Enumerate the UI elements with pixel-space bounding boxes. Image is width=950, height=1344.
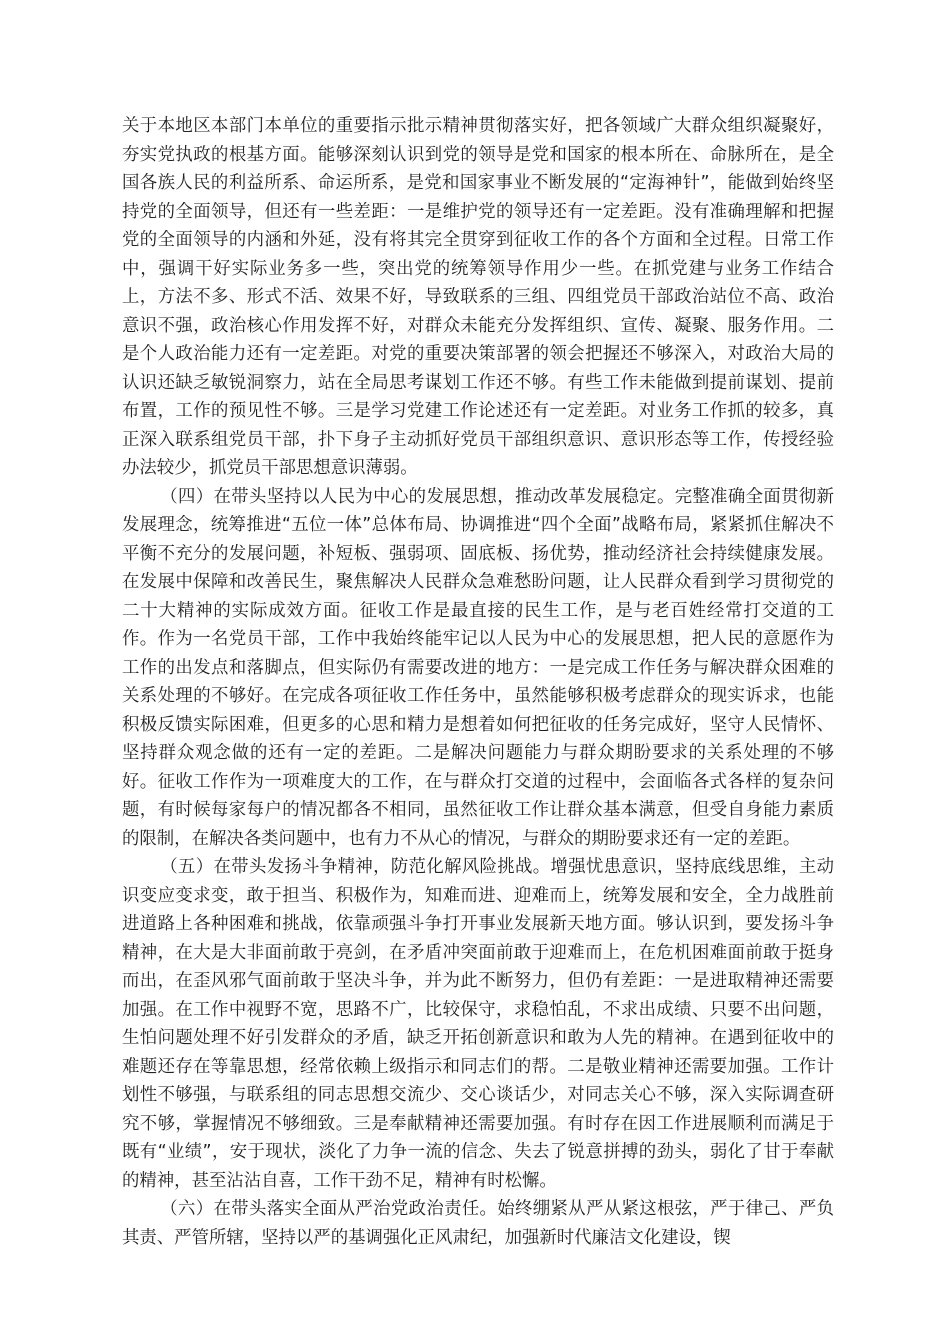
paragraph-section-five: （五）在带头发扬斗争精神，防范化解风险挑战。增强忧患意识，坚持底线思维，主动识变应变求变，敢于担当、积极作为，知难而进、迎难而上，统筹发展和安全，全力战胜前进道路上各种困难和挑战，依靠顽强斗争打开事业发展新天地方面。够认识到，要发扬斗争精神，在大是大非面前敢于亮剑，在矛盾冲突面前敢于迎难而上，在危机困难面前敢于挺身而出，在歪风邪气面前敢于坚决斗争，并为此不断努力，但仍有差距：一是进取精神还需要加强。在工作中视野不宽，思路不广，比较保守，求稳怕乱，不求出成绩、只要不出问题，生怕问题处理不好引发群众的矛盾，缺乏开拓创新意识和敢为人先的精神。在遇到征收中的难题还存在等靠思想，经常依赖上级指示和同志们的帮。二是敬业精神还需要加强。工作计划性不够强，与联系组的同志思想交流少、交心谈话少，对同志关心不够，深入实际调查研究不够，掌握情况不够细致。三是奉献精神还需要加强。有时存在因工作进展顺利而满足于既有“业绩”，安于现状，淡化了力争一流的信念、失去了锐意拼搏的劲头，弱化了甘于奉献的精神，甚至沾沾自喜，工作干劲不足，精神有时松懈。: [122, 857, 834, 1191]
paragraph-section-four: （四）在带头坚持以人民为中心的发展思想，推动改革发展稳定。完整准确全面贯彻新发展理念，统筹推进“五位一体”总体布局、协调推进“四个全面”战略布局，紧紧抓住解决不平衡不充分的发展问题，补短板、强弱项、固底板、扬优势，推动经济社会持续健康发展。在发展中保障和改善民生，聚焦解决人民群众急难愁盼问题，让人民群众看到学习贯彻党的二十大精神的实际成效方面。征收工作是最直接的民生工作，是与老百姓经常打交道的工作。作为一名党员干部，工作中我始终能牢记以人民为中心的发展思想，把人民的意愿作为工作的出发点和落脚点，但实际仍有需要改进的地方：一是完成工作任务与解决群众困难的关系处理的不够好。在完成各项征收工作任务中，虽然能够积极考虑群众的现实诉求，也能积极反馈实际困难，但更多的心思和精力是想着如何把征收的任务完成好，坚守人民情怀、坚持群众观念做的还有一定的差距。二是解决问题能力与群众期盼要求的关系处理的不够好。征收工作作为一项难度大的工作，在与群众打交道的过程中，会面临各式各样的复杂问题，有时候每家每户的情况都各不相同，虽然征收工作让群众基本满意，但受自身能力素质的限制，在解决各类问题中，也有力不从心的情况，与群众的期盼要求还有一定的差距。: [122, 486, 834, 849]
document-page: [122, 112, 834, 1252]
paragraph-party-leadership: 关于本地区本部门本单位的重要指示批示精神贯彻落实好，把各领域广大群众组织凝聚好，夯实党执政的根基方面。能够深刻认识到党的领导是党和国家的根本所在、命脉所在，是全国各族人民的利益所系、命运所系，是党和国家事业不断发展的“定海神针”，能做到始终坚持党的全面领导，但还有一些差距：一是维护党的领导还有一定差距。没有准确理解和把握党的全面领导的内涵和外延，没有将其完全贯穿到征收工作的各个方面和全过程。日常工作中，强调干好实际业务多一些，突出党的统筹领导作用少一些。在抓党建与业务工作结合上，方法不多、形式不活、效果不好，导致联系的三组、四组党员干部政治站位不高、政治意识不强，政治核心作用发挥不好，对群众未能充分发挥组织、宣传、凝聚、服务作用。二是个人政治能力还有一定差距。对党的重要决策部署的领会把握还不够深入，对政治大局的认识还缺乏敏锐洞察力，站在全局思考谋划工作还不够。有些工作未能做到提前谋划、提前布置，工作的预见性不够。三是学习党建工作论述还有一定差距。对业务工作抓的较多，真正深入联系组党员干部，扑下身子主动抓好党员干部组织意识、意识形态等工作，传授经验办法较少，抓党员干部思想意识薄弱。: [122, 116, 834, 478]
paragraph-section-six: （六）在带头落实全面从严治党政治责任。始终绷紧从严从紧这根弦，严于律己、严负其责、严管所辖，坚持以严的基调强化正风肃纪，加强新时代廉洁文化建设，锲: [122, 1199, 834, 1248]
